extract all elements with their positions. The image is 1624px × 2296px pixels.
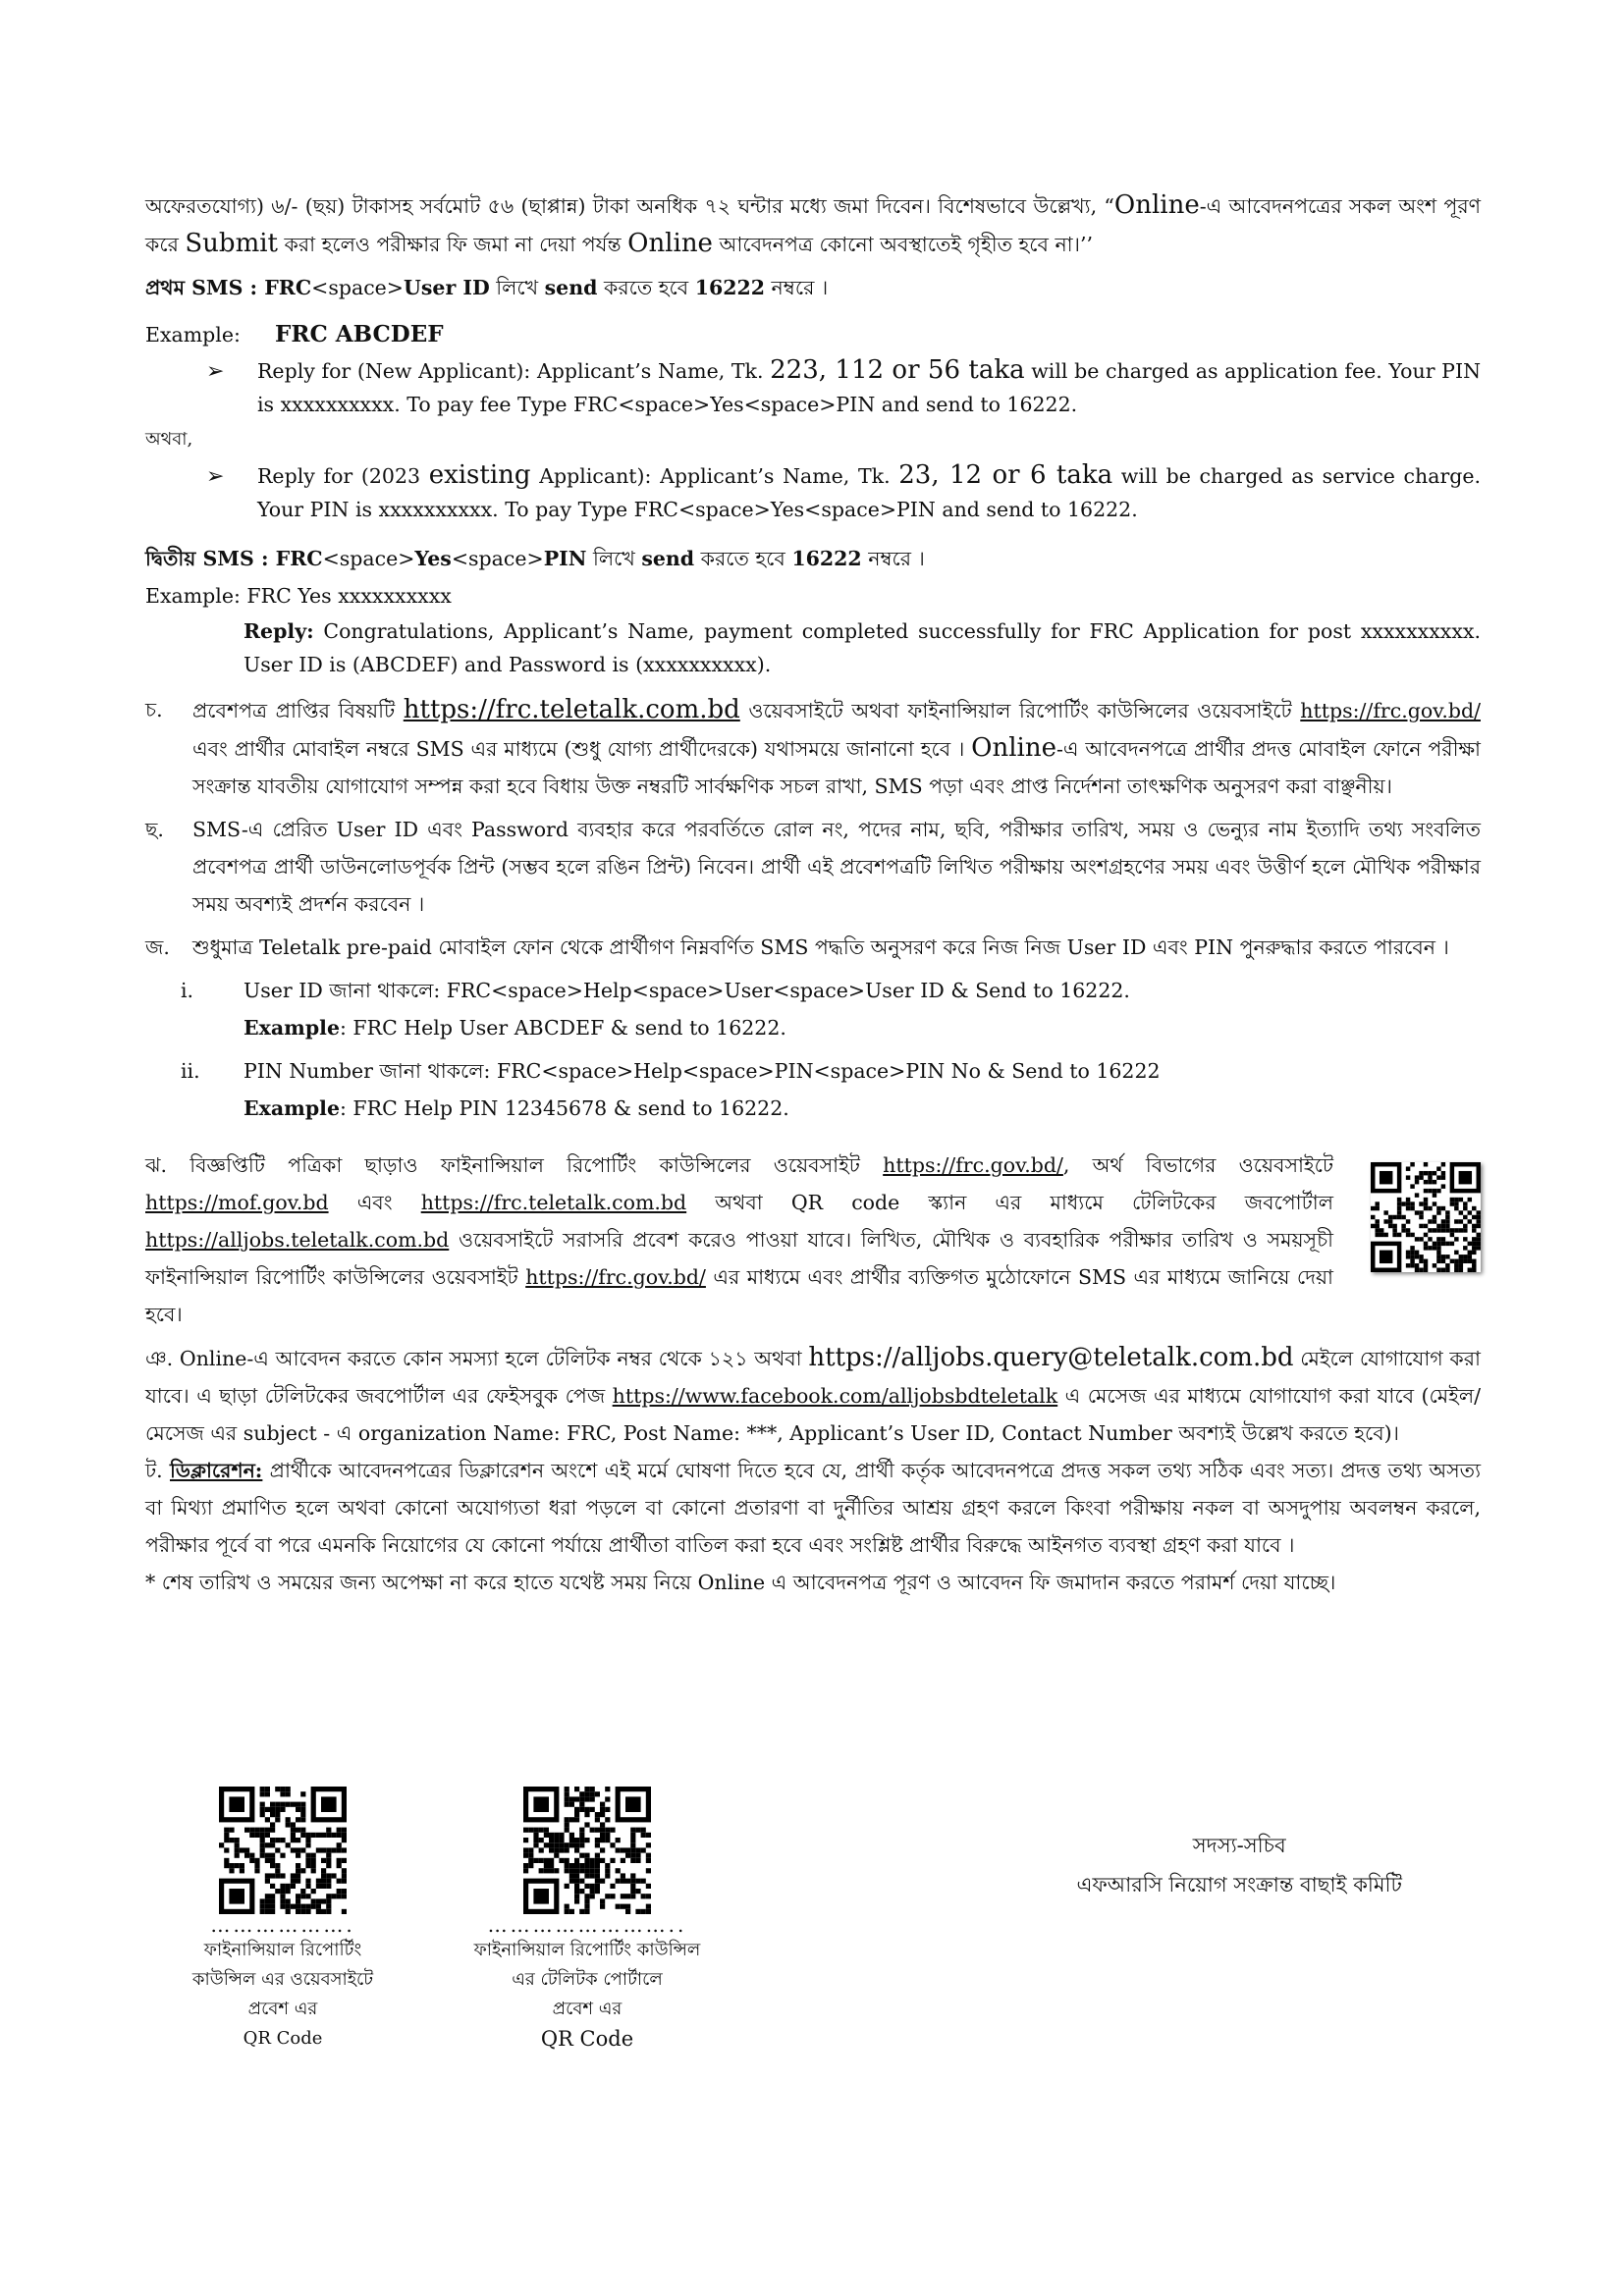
qr-code-image[interactable] [1371,1162,1481,1272]
deadline-note: * শেষ তারিখ ও সময়ের জন্য অপেক্ষা না করে হাতে যথেষ্ট সময় নিয়ে Online এ আবেদনপত্র পূরণ ও আবেদন ফি জমাদান করতে পরামর্শ দেয়া যাচ্ছে। [145,1571,1336,1594]
signature-block [1076,1826,1402,1904]
facebook-page-link[interactable]: https://www.facebook.com/alljobsbdteletalk [612,1384,1058,1408]
committee-name: এফআরসি নিয়োগ সংক্রান্ত বাছাই কমিটি [1076,1873,1402,1896]
qr-code-image[interactable] [523,1787,651,1914]
qr-teletalk-portal: …………………….. ফাইনান্সিয়াল রিপোর্টিং কাউন্সিল এর টেলিটক পোর্টালে প্রবেশ এর QR Code [440,1787,734,2054]
alljobs-teletalk-link[interactable]: https://alljobs.teletalk.com.bd [145,1228,450,1252]
qr-frc-website: ………………. ফাইনান্সিয়াল রিপোর্টিং কাউন্সিল এর ওয়েবসাইটে প্রবেশ এর QR Code [165,1787,401,2054]
qr-code-icon [523,1787,651,1914]
mof-gov-link[interactable]: https://mof.gov.bd [145,1191,329,1214]
frc-teletalk-link[interactable]: https://frc.teletalk.com.bd [403,695,740,724]
or-label: অথবা, [145,429,193,450]
frc-gov-link[interactable]: https://frc.gov.bd/ [1300,699,1481,722]
query-mail-link[interactable]: https://alljobs.query@teletalk.com.bd [808,1343,1294,1372]
reply-new-applicant: ➢ Reply for (New Applicant): Applicant’s Name, Tk. 223, 112 or 56 taka will be charged as application fee. Your PIN is xxxxxxxxxx. To pay fee Type FRC<space>Yes<space>PIN and send to 16222. [145,353,1481,421]
frc-gov-link[interactable]: https://frc.gov.bd/ [883,1153,1063,1177]
arrow-bullet-icon: ➢ [206,464,225,489]
signatory-title: সদস্য-সচিব [1192,1834,1286,1857]
section-jha: ঝ. বিজ্ঞপ্তিটি পত্রিকা ছাড়াও ফাইনান্সিয়াল রিপোর্টিং কাউন্সিলের ওয়েবসাইট https://frc.gov.bd/, অর্থ বিভাগের ওয়েবসাইটে https://mof.gov.bd এবং https://frc.teletalk.com.bd অথবা QR code স্ক্যান এর মাধ্যমে টেলিটকের জবপোর্টাল https://alljobs.teletalk.com.bd ওয়েবসাইটে সরাসরি প্রবেশ করেও পাওয়া যাবে। লিখিত, মৌখিক ও ব্যবহারিক পরীক্ষার তারিখ ও সময়সূচী ফাইনান্সিয়াল রিপোর্টিং কাউন্সিলের ওয়েবসাইট https://frc.gov.bd/ এর মাধ্যমে এবং প্রার্থীর ব্যক্তিগত মুঠোফোনে SMS এর মাধ্যমে জানিয়ে দেয়া হবে। [145,1147,1481,1333]
first-sms-instruction: প্রথম SMS : FRC<space>User ID লিখে send করতে হবে 16222 নম্বরে । [145,276,829,299]
qr-code-image[interactable] [219,1787,347,1914]
reply-existing-applicant: ➢ Reply for (2023 existing Applicant): Applicant’s Name, Tk. 23, 12 or 6 taka will be charged as service charge. Your PIN is xxxxxxxxxx. To pay Type FRC<space>Yes<space>PIN and send to 16222. [145,458,1481,526]
section-nya: ঞ. Online-এ আবেদন করতে কোন সমস্যা হলে টেলিটক নম্বর থেকে ১২১ অথবা https://alljobs.query@teletalk.com.bd মেইলে যোগাযোগ করা যাবে। এ ছাড়া টেলিটকের জবপোর্টাল এর ফেইসবুক পেজ https://www.facebook.com/alljobsbdteletalk এ মেসেজ এর মাধ্যমে যোগাযোগ করা যাবে (মেইল/মেসেজ এর subject - এ organization Name: FRC, Post Name: ***, Applicant’s User ID, Contact Number অবশ্যই উল্লেখ করতে হবে)। [145,1343,1481,1445]
section-ja: জ. শুধুমাত্র Teletalk pre-paid মোবাইল ফোন থেকে প্রার্থীগণ নিম্নবর্ণিত SMS পদ্ধতি অনুসরণ করে নিজ নিজ User ID এবং PIN পুনরুদ্ধার করতে পারবেন । [145,935,1449,959]
second-sms-instruction: দ্বিতীয় SMS : FRC<space>Yes<space>PIN লিখে send করতে হবে 16222 নম্বরে । [145,547,925,570]
example-two: Example: FRC Yes xxxxxxxxxx [145,584,452,608]
intro-paragraph: অফেরতযোগ্য) ৬/- (ছয়) টাকাসহ সর্বমোট ৫৬ (ছাপ্পান্ন) টাকা অনধিক ৭২ ঘন্টার মধ্যে জমা দিবেন। বিশেষভাবে উল্লেখ্য, “Online-এ আবেদনপত্রের সকল অংশ পূরণ করে Submit করা হলেও পরীক্ষার ফি জমা না দেয়া পর্যন্ত Online আবেদনপত্র কোনো অবস্থাতেই গৃহীত হবে না।’’ [145,190,1481,258]
qr-code-icon [1371,1162,1481,1272]
section-cha: চ. প্রবেশপত্র প্রাপ্তির বিষয়টি https://frc.teletalk.com.bd ওয়েবসাইটে অথবা ফাইনান্সিয়াল রিপোর্টিং কাউন্সিলের ওয়েবসাইটে https://frc.gov.bd/ এবং প্রার্থীর মোবাইল নম্বরে SMS এর মাধ্যমে (শুধু যোগ্য প্রার্থীদেরকে) যথাসময়ে জানানো হবে । Online-এ আবেদনপত্রে প্রার্থীর প্রদত্ত মোবাইল ফোনে পরীক্ষা সংক্রান্ত যাবতীয় যোগাযোগ সম্পন্ন করা হবে বিধায় উক্ত নম্বরটি সার্বক্ষণিক সচল রাখা, SMS পড়া এবং প্রাপ্ত নির্দেশনা তাৎক্ষণিক অনুসরণ করা বাঞ্ছনীয়। [145,695,1481,798]
example-one: Example: FRC ABCDEF [145,321,444,347]
frc-teletalk-link[interactable]: https://frc.teletalk.com.bd [420,1191,687,1214]
reply-confirmation: Reply: Congratulations, Applicant’s Name, payment completed successfully for FRC Application for post xxxxxxxxxx. User ID is (ABCDEF) and Password is (xxxxxxxxxx). [244,619,1481,676]
footer-qr-and-signature [145,1787,1481,2051]
qr-code-icon [219,1787,347,1914]
recovery-item: i. User ID জানা থাকলে: FRC<space>Help<space>User<space>User ID & Send to 16222. Example: FRC Help User ABCDEF & send to 16222. [181,979,1130,1040]
section-ta-declaration: ট. ডিক্লারেশন: প্রার্থীকে আবেদনপত্রের ডিক্লারেশন অংশে এই মর্মে ঘোষণা দিতে হবে যে, প্রার্থী কর্তৃক আবেদনপত্রে প্রদত্ত সকল তথ্য সঠিক এবং সত্য। প্রদত্ত তথ্য অসত্য বা মিথ্যা প্রমাণিত হলে অথবা কোনো অযোগ্যতা ধরা পড়লে বা কোনো প্রতারণা বা দুর্নীতির আশ্রয় গ্রহণ করলে কিংবা পরীক্ষায় নকল বা অসদুপায় অবলম্বন করলে, পরীক্ষার পূর্বে বা পরে এমনকি নিয়োগের যে কোনো পর্যায়ে প্রার্থীতা বাতিল করা হবে এবং সংশ্লিষ্ট প্রার্থীর বিরুদ্ধে আইনগত ব্যবস্থা গ্রহণ করা যাবে । [145,1459,1482,1557]
recovery-item: ii. PIN Number জানা থাকলে: FRC<space>Help<space>PIN<space>PIN No & Send to 16222 Example: FRC Help PIN 12345678 & send to 16222. [181,1059,1161,1120]
section-chha: ছ. SMS-এ প্রেরিত User ID এবং Password ব্যবহার করে পরবর্তিতে রোল নং, পদের নাম, ছবি, পরীক্ষার তারিখ, সময় ও ভেন্যুর নাম ইত্যাদি তথ্য সংবলিত প্রবেশপত্র প্রার্থী ডাউনলোডপূর্বক প্রিন্ট (সম্ভব হলে রঙিন প্রিন্ট) নিবেন। প্রার্থী এই প্রবেশপত্রটি লিখিত পরীক্ষায় অংশগ্রহণের সময় এবং উত্তীর্ণ হলে মৌখিক পরীক্ষার সময় অবশ্যই প্রদর্শন করবেন । [145,818,1481,916]
frc-gov-link[interactable]: https://frc.gov.bd/ [525,1265,706,1289]
document-body [145,187,1481,1601]
arrow-bullet-icon: ➢ [206,359,225,384]
